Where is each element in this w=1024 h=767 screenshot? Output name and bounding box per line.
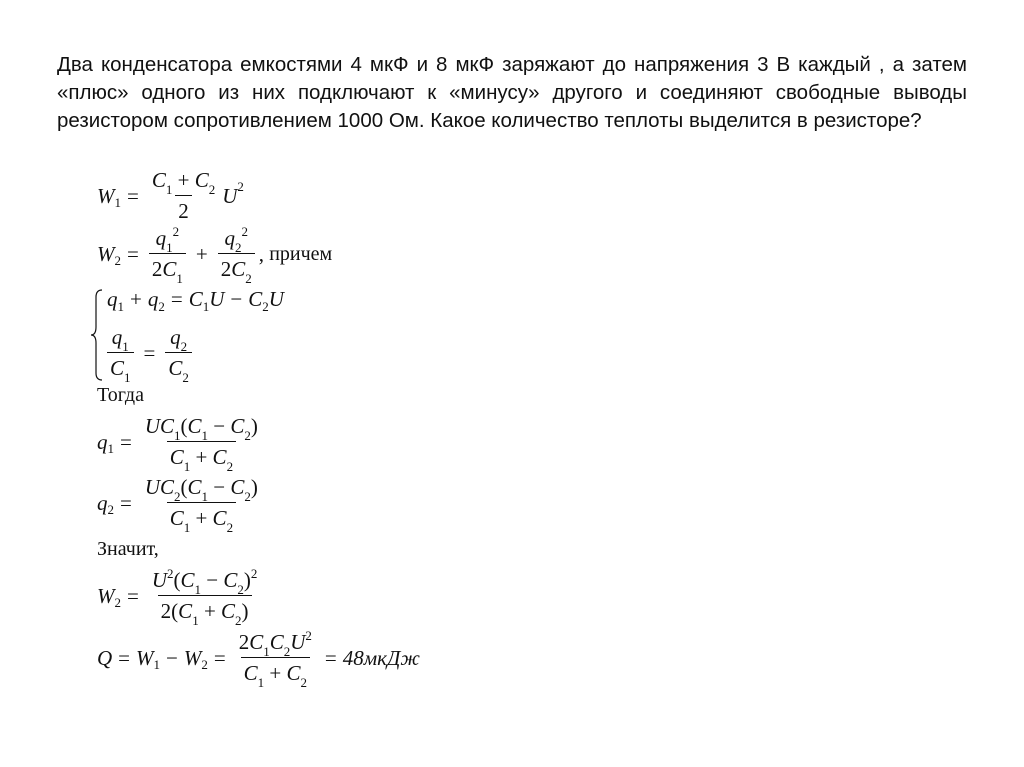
word-togda: Тогда — [97, 384, 144, 406]
word-znachit: Значит, — [97, 538, 159, 560]
formula-system-eq1: q 1 + q 2 = C 1 U − C 2 U — [107, 287, 284, 314]
formula-q-heat: Q = W 1 − W 2 = $\frac{2C_1C_2U^2}{C_1 + C_2}$ = 48мкДж — [97, 628, 420, 690]
formula-w1: W 1 = $\frac{C_1 + C_2}{2}$ U 2 — [97, 168, 244, 223]
problem-line-3: резистором сопротивлением 1000 Ом. Какое количество теплоты выделится в резисторе? — [57, 109, 922, 132]
formula-w2-result: W 2 = $\frac{U^2(C_1 - C_2)^2}{2(C_1 + C_2)}$ — [97, 566, 258, 628]
system-brace — [90, 289, 104, 381]
result-value: 48мкДж — [342, 645, 420, 670]
word-prichem: причем — [269, 242, 333, 265]
problem-line-2: «плюс» одного из них подключают к «минусу» другого и соединяют свободные выводы — [57, 81, 967, 104]
problem-statement — [57, 51, 967, 135]
formula-w2-charges: W 2 = $\frac{q_1^2}{2C_1}$ + $\frac{q_2^2}{2C_2}$ , причем — [97, 224, 333, 286]
problem-line-1: Два конденсатора емкостями 4 мкФ и 8 мкФ заряжают до напряжения 3 В каждый , а затем — [57, 53, 967, 76]
formula-q1: q 1 = $\frac{UC_1(C_1 - C_2)}{C_1 + C_2}$ — [97, 414, 258, 474]
formula-q2: q 2 = $\frac{UC_2(C_1 - C_2)}{C_1 + C_2}$ — [97, 475, 258, 535]
formula-system-eq2: $\frac{q_1}{C_1}$ = $\frac{q_2}{C_2}$ — [103, 325, 196, 381]
